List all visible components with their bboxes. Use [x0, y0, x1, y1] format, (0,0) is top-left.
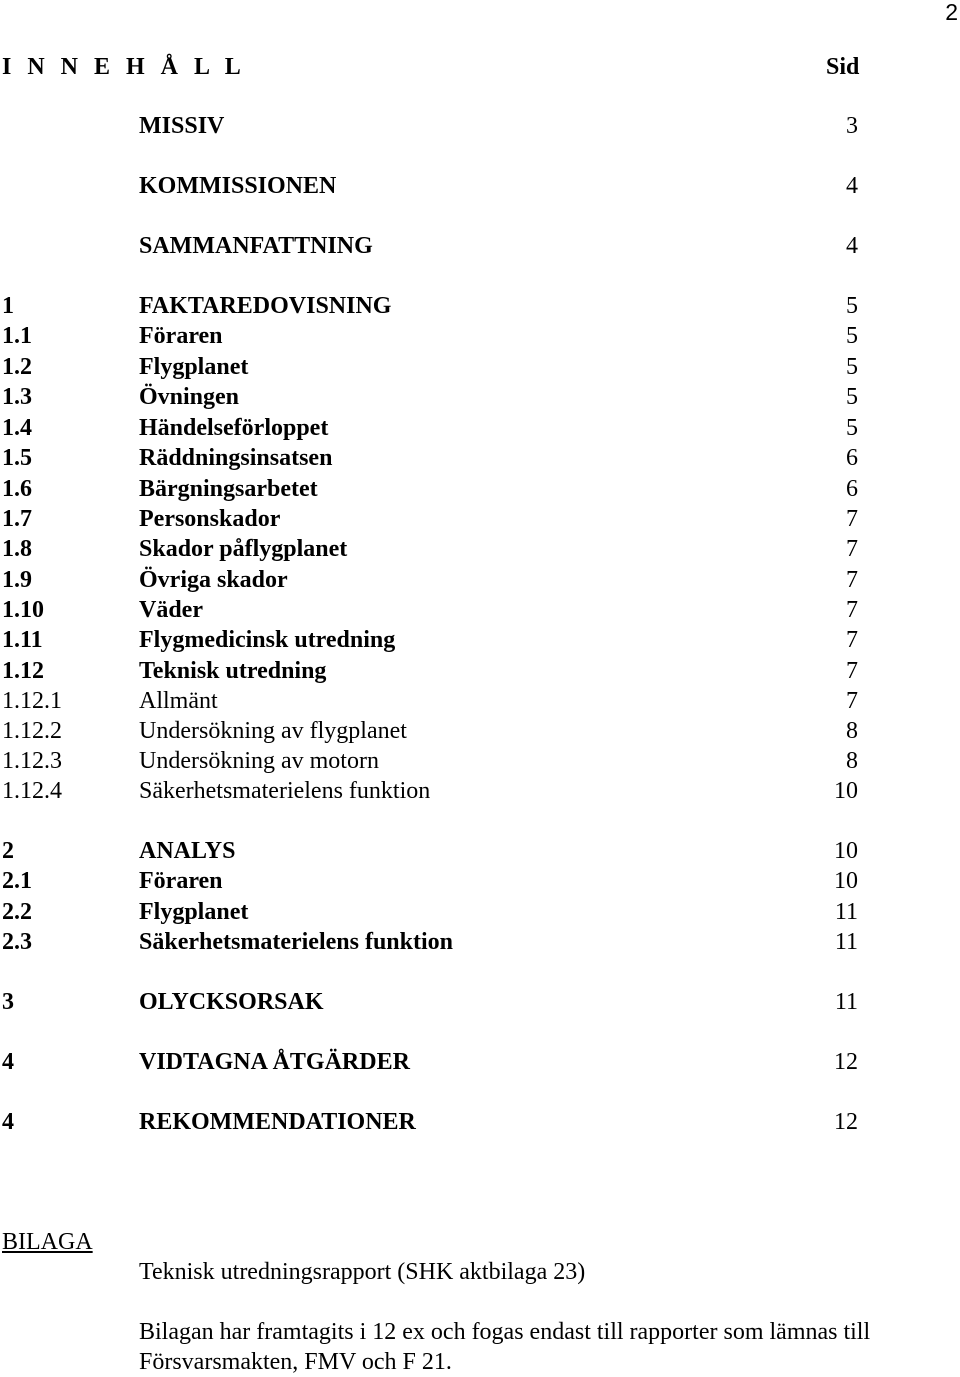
toc-entry	[0, 927, 960, 957]
toc-entry	[0, 474, 960, 504]
toc-entry-page: 5	[846, 323, 858, 349]
toc-entry-page: 7	[846, 536, 858, 562]
toc-entry-number: 2.2	[2, 899, 32, 925]
toc-entry-number: 1.12.4	[2, 778, 62, 804]
toc-entry-number: 1.12.2	[2, 718, 62, 744]
toc-entry	[0, 382, 960, 412]
toc-entry-title: Teknisk utredning	[139, 658, 327, 684]
toc-entry-page: 5	[846, 415, 858, 441]
toc-entry-page: 4	[846, 233, 858, 259]
toc-entry	[0, 413, 960, 443]
toc-entry-title: Flygplanet	[139, 354, 249, 380]
toc-entry-page: 7	[846, 506, 858, 532]
toc-entry-title: MISSIV	[139, 113, 225, 139]
toc-heading: I N N E H Å L L	[2, 54, 246, 80]
toc-entry	[0, 171, 960, 201]
toc-entry-title: Skador påflygplanet	[139, 536, 348, 562]
toc-entry-title: Flygmedicinsk utredning	[139, 627, 396, 653]
toc-entry-page: 7	[846, 567, 858, 593]
toc-entry	[0, 443, 960, 473]
toc-entry-title: REKOMMENDATIONER	[139, 1109, 416, 1135]
toc-entry	[0, 291, 960, 321]
toc-entry-title: ANALYS	[139, 838, 236, 864]
toc-entry-number: 4	[2, 1049, 14, 1075]
toc-entry-title: Undersökning av motorn	[139, 748, 379, 774]
toc-entry-page: 5	[846, 293, 858, 319]
toc-entry-page: 3	[846, 113, 858, 139]
toc-entry-title: Bärgningsarbetet	[139, 476, 318, 502]
toc-entry	[0, 656, 960, 686]
toc-entry-number: 1.9	[2, 567, 32, 593]
toc-entry	[0, 1107, 960, 1137]
toc-entry-title: Väder	[139, 597, 203, 623]
toc-entry-number: 1	[2, 293, 14, 319]
toc-entry-title: Personskador	[139, 506, 281, 532]
toc-entry-page: 7	[846, 627, 858, 653]
toc-entry	[0, 716, 960, 746]
toc-entry-page: 5	[846, 354, 858, 380]
toc-entry-page: 11	[834, 989, 858, 1015]
toc-entry-title: SAMMANFATTNING	[139, 233, 373, 259]
toc-entry-number: 1.3	[2, 384, 32, 410]
toc-entry-page: 11	[834, 929, 858, 955]
toc-entry-page: 12	[834, 1049, 858, 1075]
appendix-title: Teknisk utredningsrapport (SHK aktbilaga 23)	[139, 1259, 586, 1285]
toc-entry-title: OLYCKSORSAK	[139, 989, 324, 1015]
toc-entry-number: 1.8	[2, 536, 32, 562]
toc-entry-number: 4	[2, 1109, 14, 1135]
toc-entry-title: Undersökning av flygplanet	[139, 718, 407, 744]
toc-entry	[0, 595, 960, 625]
toc-entry-page: 8	[846, 718, 858, 744]
toc-entry-number: 1.12	[2, 658, 44, 684]
toc-entry-title: Föraren	[139, 868, 223, 894]
toc-entry	[0, 352, 960, 382]
toc-entry	[0, 1047, 960, 1077]
toc-entry	[0, 836, 960, 866]
toc-entry	[0, 231, 960, 261]
toc-entry-number: 1.7	[2, 506, 32, 532]
toc-entry-number: 1.11	[2, 627, 43, 653]
toc-entry	[0, 686, 960, 716]
toc-entry-number: 3	[2, 989, 14, 1015]
toc-entry-number: 1.12.3	[2, 748, 62, 774]
toc-entry-title: Händelseförloppet	[139, 415, 329, 441]
toc-entry	[0, 111, 960, 141]
toc-entry-title: Övningen	[139, 384, 240, 410]
appendix-label: BILAGA	[2, 1229, 93, 1255]
toc-entry	[0, 987, 960, 1017]
toc-entry-number: 1.2	[2, 354, 32, 380]
toc-entry-title: Övriga skador	[139, 567, 288, 593]
toc-entry-page: 4	[846, 173, 858, 199]
toc-entry-title: FAKTAREDOVISNING	[139, 293, 392, 319]
toc-entry-number: 1.1	[2, 323, 32, 349]
toc-entry-number: 1.4	[2, 415, 32, 441]
toc-entry-number: 2.3	[2, 929, 32, 955]
toc-entry-number: 1.12.1	[2, 688, 62, 714]
toc-entry	[0, 897, 960, 927]
toc-entry-number: 2.1	[2, 868, 32, 894]
toc-entry-page: 10	[834, 838, 858, 864]
toc-entry-page: 7	[846, 688, 858, 714]
toc-entry	[0, 776, 960, 806]
toc-entry-title: Räddningsinsatsen	[139, 445, 333, 471]
toc-entry	[0, 625, 960, 655]
toc-entry	[0, 321, 960, 351]
toc-entry	[0, 504, 960, 534]
toc-entry	[0, 866, 960, 896]
toc-entry-page: 5	[846, 384, 858, 410]
toc-entry	[0, 534, 960, 564]
toc-entry-title: Säkerhetsmaterielens funktion	[139, 778, 431, 804]
toc-entry-number: 1.10	[2, 597, 44, 623]
toc-entry-number: 2	[2, 838, 14, 864]
toc-entry-page: 7	[846, 658, 858, 684]
toc-entry-page: 7	[846, 597, 858, 623]
toc-entry-page: 6	[846, 445, 858, 471]
toc-entry-title: Föraren	[139, 323, 223, 349]
toc-entry-title: Allmänt	[139, 688, 218, 714]
toc-entry-page: 10	[834, 778, 858, 804]
toc-entry-page: 11	[834, 899, 858, 925]
appendix-note: Bilagan har framtagits i 12 ex och fogas endast till rapporter som lämnas till Försvarsmakten, FMV och F 21.	[139, 1319, 871, 1375]
page-column-label: Sid	[826, 54, 860, 80]
toc-entry-page: 8	[846, 748, 858, 774]
toc-entry-number: 1.6	[2, 476, 32, 502]
toc-entry	[0, 565, 960, 595]
toc-entry-page: 10	[834, 868, 858, 894]
toc-entry-title: KOMMISSIONEN	[139, 173, 337, 199]
toc-entry	[0, 746, 960, 776]
toc-entry-title: Säkerhetsmaterielens funktion	[139, 929, 453, 955]
toc-entry-title: VIDTAGNA ÅTGÄRDER	[139, 1049, 410, 1075]
toc-entry-number: 1.5	[2, 445, 32, 471]
page-number: 2	[945, 0, 958, 25]
toc-entry-page: 6	[846, 476, 858, 502]
toc-entry-title: Flygplanet	[139, 899, 249, 925]
toc-entry-page: 12	[834, 1109, 858, 1135]
